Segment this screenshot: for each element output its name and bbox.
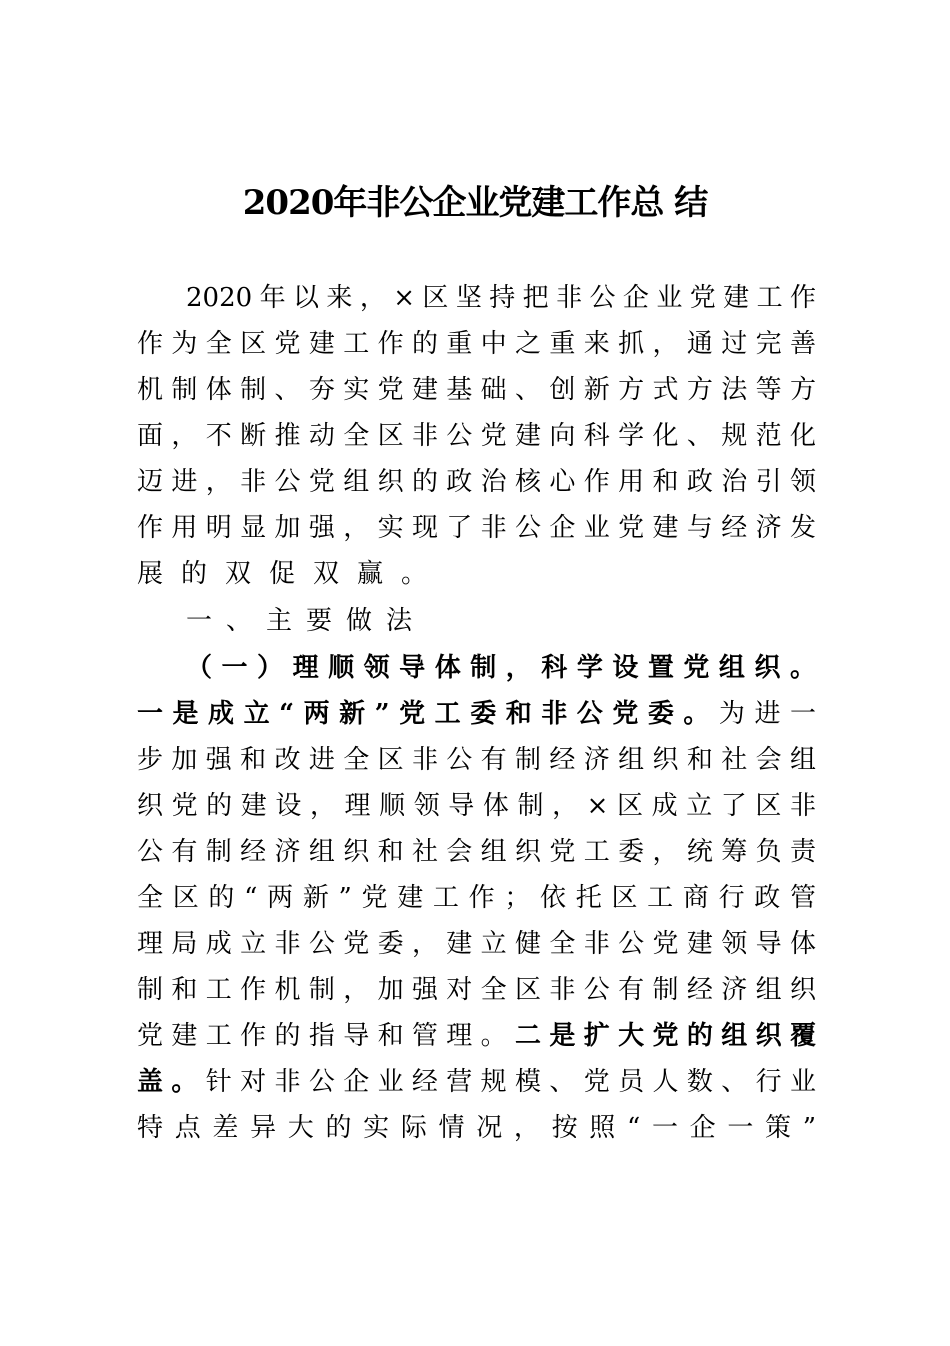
key-point-two-end: 盖。 xyxy=(137,1067,206,1097)
body-line-5: 全区的“两新”党建工作；依托区工商行政管 xyxy=(137,883,816,913)
body-line-10: 特点差异大的实际情况，按照“一企一策” xyxy=(137,1113,816,1143)
intro-line-5: 迈进，非公党组织的政治核心作用和政治引领 xyxy=(137,467,816,497)
document-title: 2020年非公企业党建工作总 结 xyxy=(242,183,708,223)
intro-line-1: 2020年以来，×区坚持把非公企业党建工作 xyxy=(186,283,816,313)
body-line-4: 公有制经济组织和社会组织党工委，统筹负责 xyxy=(137,837,816,867)
key-point-one: 一是成立“两新”党工委和非公党委。 xyxy=(137,699,719,729)
section-heading: 一、主要做法 xyxy=(186,606,427,636)
body-line-7: 制和工作机制，加强对全区非公有制经济组织 xyxy=(137,975,816,1005)
subsection-heading: （一）理顺领导体制，科学设置党组织。 xyxy=(186,653,816,683)
body-line-9 xyxy=(137,1059,816,1105)
intro-line-7: 展的双促双赢。 xyxy=(137,559,446,589)
intro-line-3: 机制体制、夯实党建基础、创新方式方法等方 xyxy=(137,375,816,405)
body-line-6: 理局成立非公党委，建立健全非公党建领导体 xyxy=(137,929,816,959)
body-line-1 xyxy=(137,691,816,737)
intro-line-2: 作为全区党建工作的重中之重来抓，通过完善 xyxy=(137,329,816,359)
intro-line-6: 作用明显加强，实现了非公企业党建与经济发 xyxy=(137,513,816,543)
body-text: 党建工作的指导和管理。 xyxy=(137,1021,516,1051)
body-line-2: 步加强和改进全区非公有制经济组织和社会组 xyxy=(137,745,816,775)
body-text: 为进一 xyxy=(718,699,816,729)
body-text: 针对非公企业经营规模、党员人数、行业 xyxy=(205,1067,816,1097)
body-line-3: 织党的建设，理顺领导体制，×区成立了区非 xyxy=(137,791,816,821)
body-line-8 xyxy=(137,1013,816,1059)
key-point-two: 二是扩大党的组织覆 xyxy=(515,1021,816,1051)
intro-line-4: 面，不断推动全区非公党建向科学化、规范化 xyxy=(137,421,816,451)
